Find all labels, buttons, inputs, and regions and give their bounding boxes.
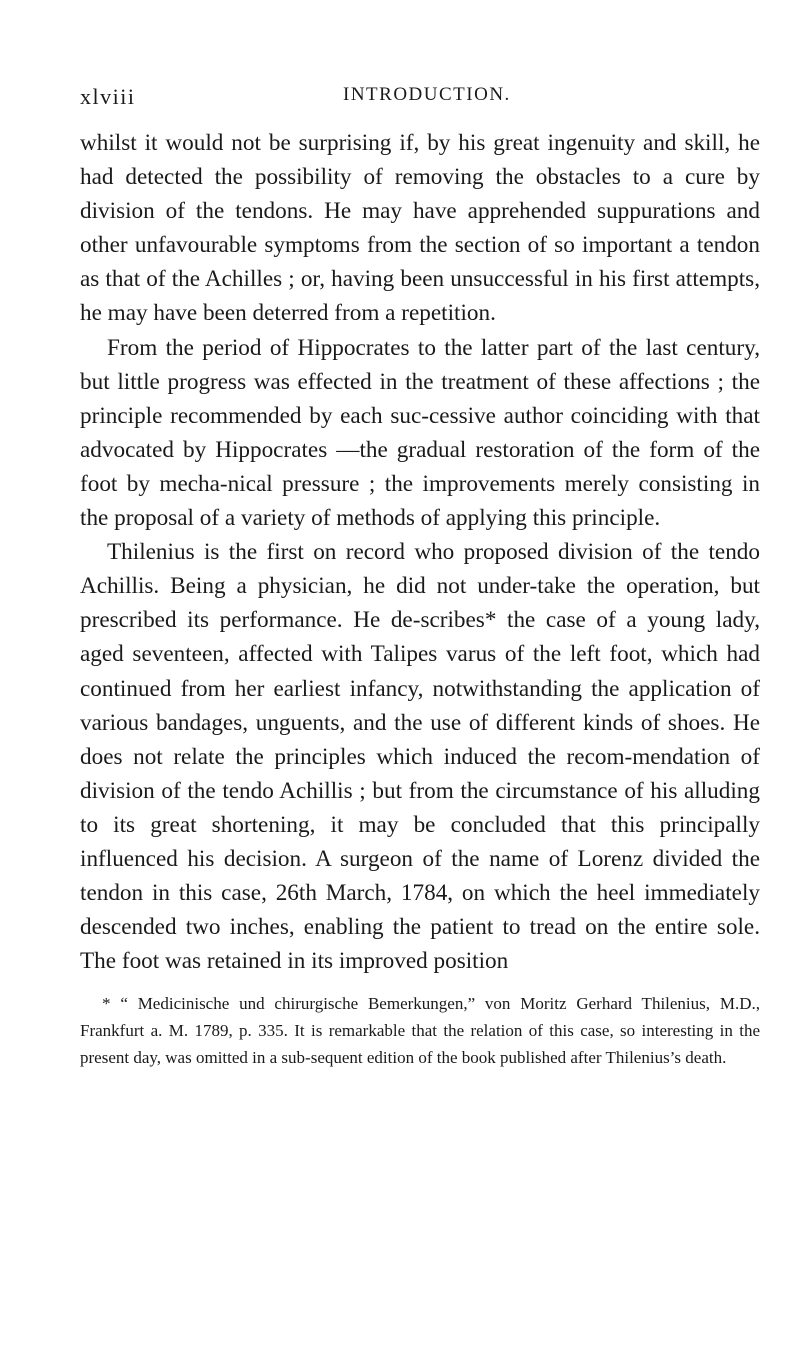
running-head [80, 84, 760, 118]
paragraph-continuation: whilst it would not be surprising if, by his great ingenuity and skill, he had detected the possibility of removing the obstacles to a cure by division of the tendons. He may have apprehended suppurations and other unfavourable symptoms from the section of so important a tendon as that of the Achilles ; or, having been unsuccessful in his first attempts, he may have been deterred from a repetition. [80, 130, 760, 327]
body-text [80, 126, 760, 978]
footnote: * “ Medicinische und chirurgische Bemerkungen,” von Moritz Gerhard Thilenius, M.D., Frankfurt a. M. 1789, p. 335. It is remarkable that the relation of this case, so interesting in the present day, was omitted in a sub-sequent edition of the book published after Thilenius’s death. [80, 994, 760, 1068]
paragraph-thilenius: Thilenius is the first on record who proposed division of the tendo Achillis. Being a physician, he did not under-take the operation, but prescribed its performance. He de-scribes* the case of a young lady, aged seventeen, affected with Talipes varus of the left foot, which had continued from her earliest infancy, notwithstanding the application of various bandages, unguents, and the use of different kinds of shoes. He does not relate the principles which induced the recom-mendation of division of the tendo Achillis ; but from the circumstance of his alluding to its great shortening, it may be concluded that this principally influenced his decision. A surgeon of the name of Lorenz divided the tendon in this case, 26th March, 1784, on which the heel immediately descended two inches, enabling the patient to tread on the entire sole. The foot was retained in its improved position [80, 539, 760, 975]
page-number: xlviii [80, 84, 136, 109]
section-title: INTRODUCTION. [343, 84, 511, 105]
paragraph-hippocrates: From the period of Hippocrates to the latter part of the last century, but little progress was effected in the treatment of these affections ; the principle recommended by each suc-cessive author coinciding with that advocated by Hippocrates —the gradual restoration of the form of the foot by mecha-nical pressure ; the improvements merely consisting in the proposal of a variety of methods of applying this principle. [80, 334, 760, 532]
book-page [80, 84, 760, 1088]
